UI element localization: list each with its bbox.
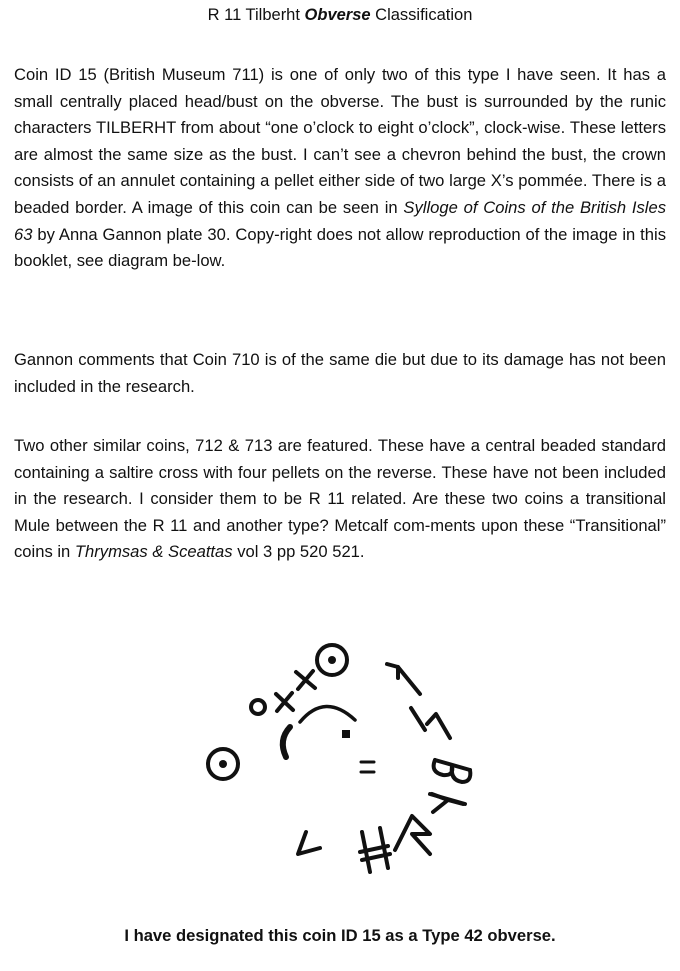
rune-t-bottom-icon [298,832,320,854]
annulet-top-icon [317,645,347,675]
book-title: Thrymsas & Sceattas [74,542,233,562]
crescent-icon [283,727,290,757]
paragraph-text: vol 3 pp 520 521. [232,542,365,562]
annulet-left-icon [208,749,238,779]
paragraph-coin-description [14,62,666,275]
book-title: Sylloge of Coins of the British Isles 63 [14,197,667,244]
x-pommee-icon [276,693,293,711]
paragraph-gannon-comment [14,347,666,400]
rune-h-icon [360,828,390,872]
paragraph-text: Coin ID 15 (British Museum 711) is one of only two of this type I have seen. It has a small centrally placed head/bust on the obverse. The bust is surrounded by the runic characters TILBERHT from about “one o’clock to eight o’clock”, clock-wise. These letters are almost the same size as the bust. I can’t see a chevron behind the bust, the crown consists of an annulet containing a pellet either side of two large X’s pommée. There is a beaded border. A image of this coin can be seen in [14,65,666,217]
pellet-icon [342,730,350,738]
rune-t-icon [387,664,420,694]
rune-b-icon [434,760,471,782]
rune-r-icon [395,816,430,854]
x-pommee-icon [296,671,315,689]
paragraph-text: Two other similar coins, 712 & 713 are featured. These have a central beaded standard containing a saltire cross with four pellets on the reverse. These have not been included in the research. I consider them to be R 11 related. Are these two coins a transitional Mule between the R 11 and another type? Metcalf com-ments upon these “Transitional” coins in [14,436,666,562]
designation-statement: I have designated this coin ID 15 as a Type 42 obverse. [124,926,556,945]
title-suffix: Classification [370,6,473,24]
title-prefix: R 11 Tilberht [207,6,305,24]
rune-i-icon [411,708,425,730]
small-annulet-icon [251,700,265,714]
paragraph-text: Gannon comments that Coin 710 is of the same die but due to its damage has not been included in the research. [14,350,666,396]
paragraph-similar-coins [14,433,666,566]
head-arc-icon [300,706,355,722]
paragraph-text: by Anna Gannon plate 30. Copy-right does not allow reproduction of the image in this booklet, see diagram be-low. [14,224,666,271]
title-emphasis: Obverse [304,6,371,24]
double-bar-icon [361,762,374,772]
rune-l-icon [427,714,450,738]
page-title [0,6,680,25]
rune-m-icon [430,794,465,812]
coin-obverse-diagram [180,622,510,892]
